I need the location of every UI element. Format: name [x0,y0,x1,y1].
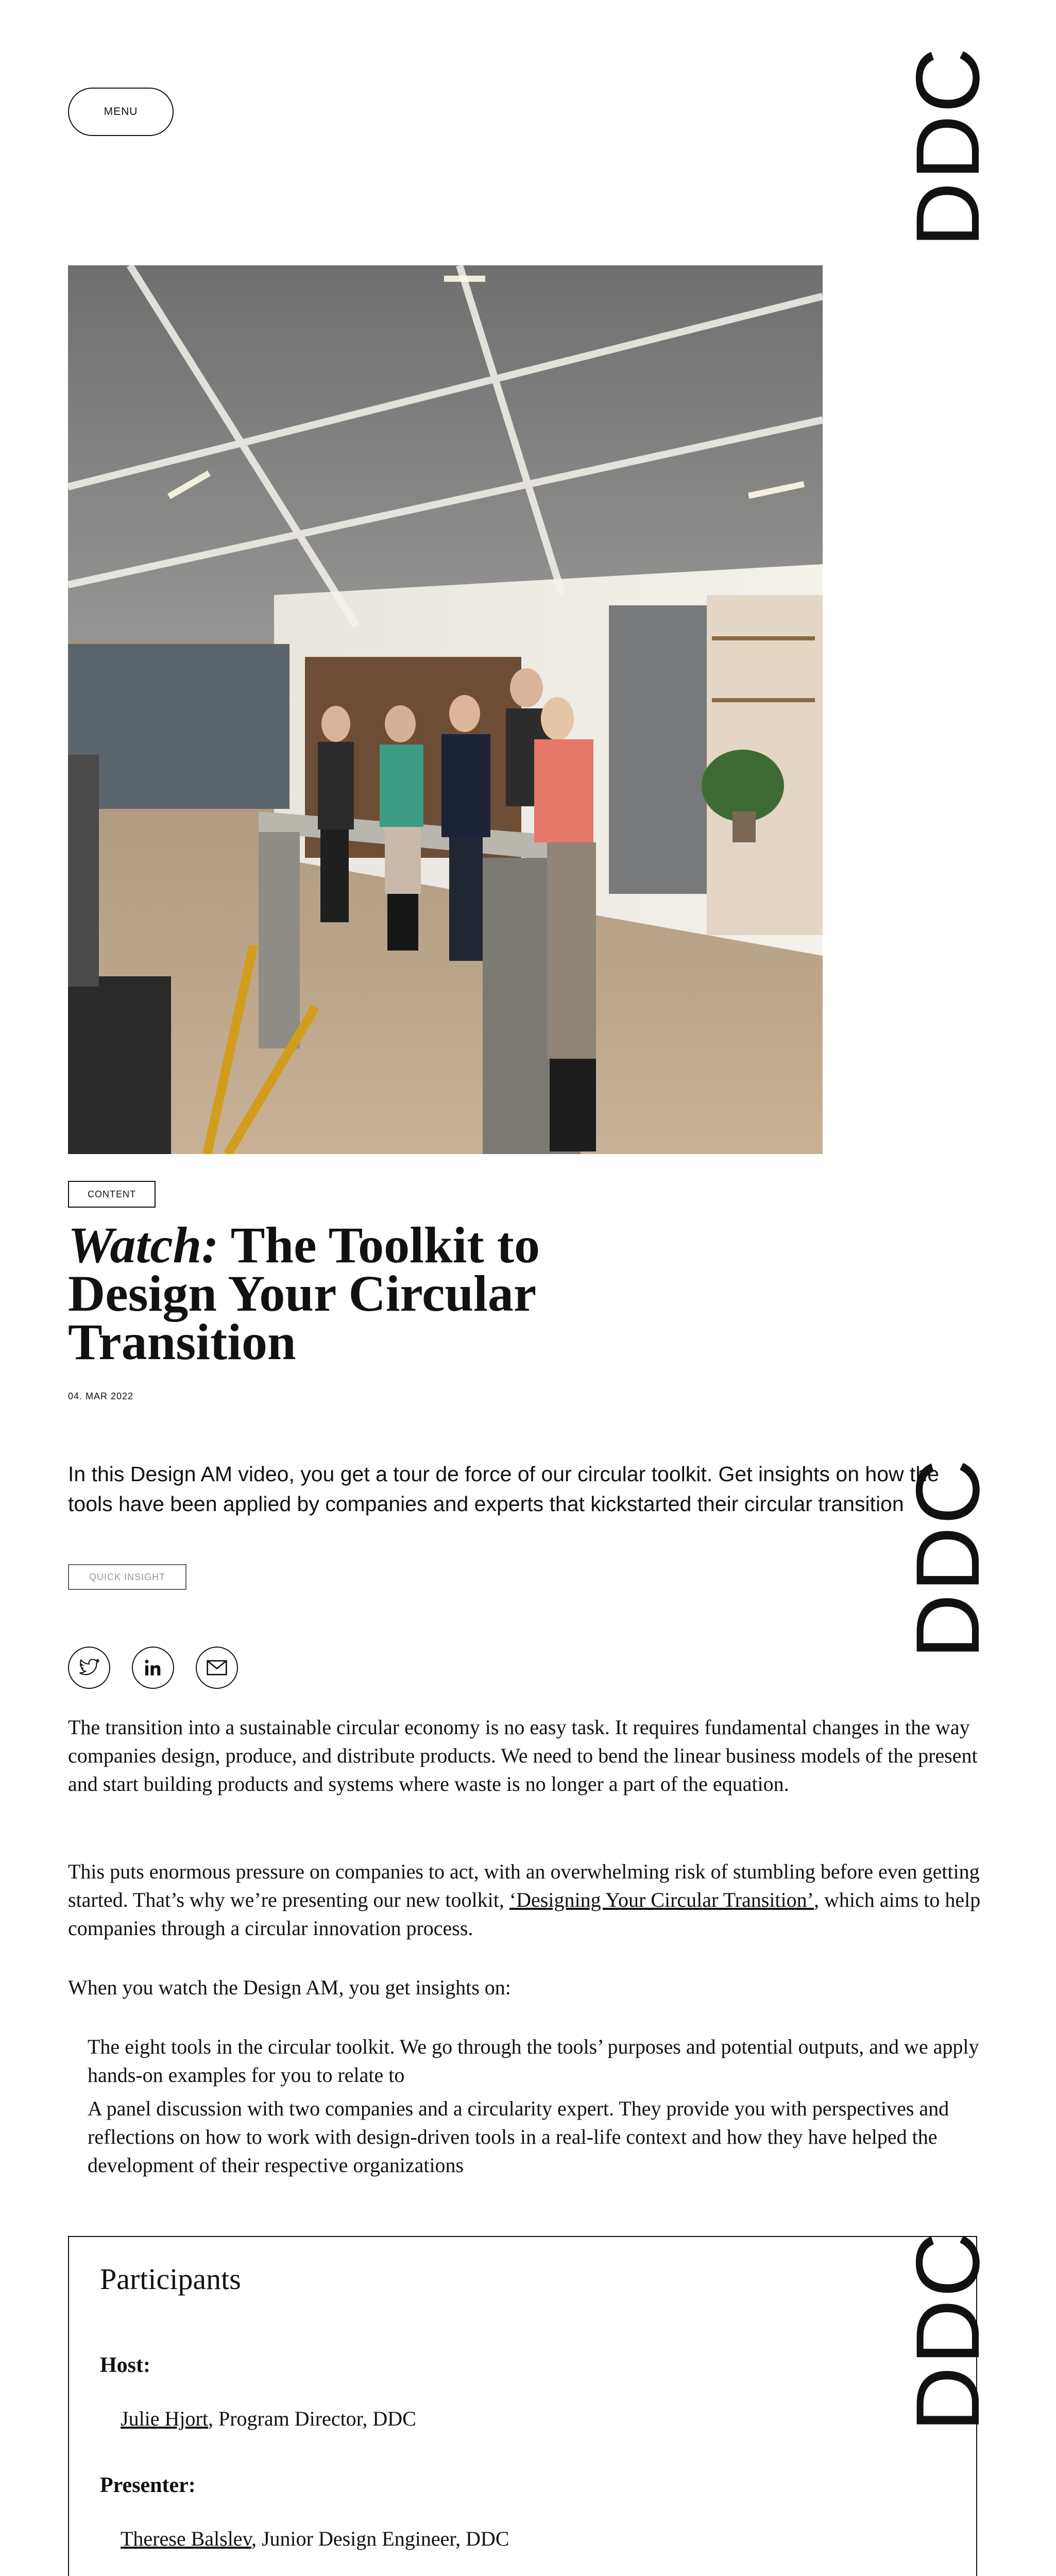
mail-icon [207,1660,227,1675]
insights-list [88,2032,984,2184]
presenter-line [121,2524,509,2553]
share-linkedin-button[interactable] [132,1647,174,1689]
lead-paragraph: In this Design AM video, you get a tour de force of our circular toolkit. Get insights on how the tools have been applied by companies and experts that kickstarted their circular transition [68,1462,939,1516]
body-paragraph-1: The transition into a sustainable circular economy is no easy task. It requires fundamental changes in the way companies design, produce, and distribute products. We need to bend the linear business models of the present and start building products and systems where waste is no longer a part of the equation. [68,1716,978,1795]
ddc-logo-floating [898,1457,998,1659]
list-item: A panel discussion with two companies and a circularity expert. They provide you with perspectives and reflections on how to work with design-driven tools in a real-life context and how they have helped the development of their respective organizations [88,2097,949,2177]
ddc-logo-floating-text: DDC [898,2230,998,2432]
title-italic: Watch: [68,1216,219,1274]
ddc-logo-floating [898,2230,998,2432]
title-rest: The Toolkit to Design Your Circular Transition [68,1216,540,1370]
host-link[interactable]: Julie Hjort [121,2407,208,2430]
ddc-logo-floating-text: DDC [898,1457,998,1659]
ddc-logo[interactable] [898,45,998,247]
category-tag[interactable]: CONTENT [68,1181,156,1208]
host-line [121,2404,416,2433]
quick-insight-tag[interactable]: QUICK INSIGHT [68,1564,186,1590]
participants-heading: Participants [100,2262,241,2296]
menu-button[interactable]: MENU [68,88,174,136]
ddc-logo-text: DDC [898,45,998,247]
twitter-icon [79,1659,99,1676]
presenter-label: Presenter: [100,2473,196,2497]
list-item: The eight tools in the circular toolkit. We go through the tools’ purposes and potential outputs, and we apply hands-on examples for you to relate to [88,2035,979,2087]
presenter-link[interactable]: Therese Balslev [121,2527,251,2550]
body-paragraph-3: When you watch the Design AM, you get insights on: [68,1976,511,1999]
body-paragraph-2 [68,1857,985,1942]
participants-box [68,2236,977,2576]
toolkit-link[interactable]: ‘Designing Your Circular Transition’ [509,1888,814,1911]
share-twitter-button[interactable] [68,1647,110,1689]
hero-image [68,265,823,1154]
publish-date: 04. MAR 2022 [68,1391,134,1401]
share-mail-button[interactable] [196,1647,238,1689]
linkedin-icon [144,1658,162,1677]
body-paragraph-2-text: This puts enormous pressure on companies to act, with an overwhelming risk of stumbling before even getting started. That’s why we’re presenting our new toolkit, [68,1860,980,1911]
page-title [68,1216,583,1370]
host-role: , Program Director, DDC [208,2407,416,2430]
presenter-role: , Junior Design Engineer, DDC [251,2527,509,2550]
body-paragraph-2-tail: , which aims to help companies through a circular innovation process. [68,1888,981,1940]
host-label: Host: [100,2353,150,2377]
